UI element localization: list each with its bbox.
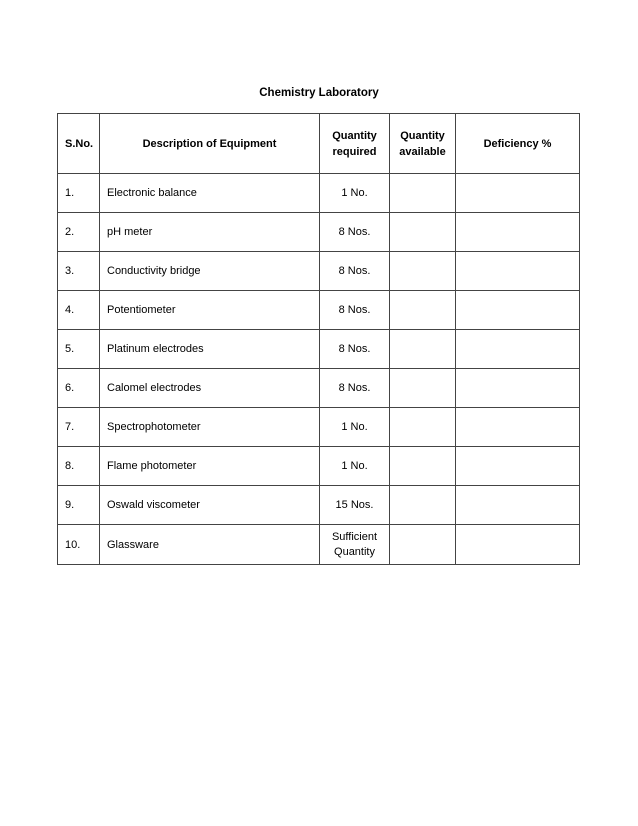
cell-qty-required: 8 Nos. — [320, 291, 390, 330]
cell-qty-required: 1 No. — [320, 174, 390, 213]
cell-deficiency — [456, 447, 580, 486]
cell-qty-available — [390, 252, 456, 291]
header-qty-available: Quantity available — [390, 114, 456, 174]
table-row — [58, 291, 580, 330]
cell-sno: 10. — [58, 525, 100, 565]
cell-sno: 8. — [58, 447, 100, 486]
cell-qty-required: Sufficient Quantity — [320, 525, 390, 565]
cell-deficiency — [456, 174, 580, 213]
cell-qty-required: 8 Nos. — [320, 369, 390, 408]
cell-description: Flame photometer — [100, 447, 320, 486]
cell-deficiency — [456, 213, 580, 252]
cell-sno: 1. — [58, 174, 100, 213]
table-row — [58, 408, 580, 447]
table-row — [58, 486, 580, 525]
cell-deficiency — [456, 252, 580, 291]
cell-qty-required: 8 Nos. — [320, 330, 390, 369]
table-row — [58, 252, 580, 291]
cell-description: pH meter — [100, 213, 320, 252]
cell-qty-available — [390, 408, 456, 447]
cell-qty-required: 15 Nos. — [320, 486, 390, 525]
cell-description: Electronic balance — [100, 174, 320, 213]
cell-qty-required: 8 Nos. — [320, 213, 390, 252]
table-row — [58, 174, 580, 213]
header-qty-required: Quantity required — [320, 114, 390, 174]
cell-qty-available — [390, 291, 456, 330]
cell-qty-required: 1 No. — [320, 408, 390, 447]
table-row — [58, 447, 580, 486]
table-row — [58, 330, 580, 369]
equipment-table — [57, 113, 580, 565]
cell-sno: 9. — [58, 486, 100, 525]
cell-deficiency — [456, 330, 580, 369]
cell-description: Potentiometer — [100, 291, 320, 330]
table-header-row — [58, 114, 580, 174]
cell-sno: 5. — [58, 330, 100, 369]
cell-qty-available — [390, 174, 456, 213]
table-row — [58, 213, 580, 252]
cell-description: Calomel electrodes — [100, 369, 320, 408]
cell-deficiency — [456, 369, 580, 408]
cell-sno: 3. — [58, 252, 100, 291]
table-row — [58, 525, 580, 565]
cell-description: Oswald viscometer — [100, 486, 320, 525]
cell-qty-available — [390, 213, 456, 252]
cell-deficiency — [456, 525, 580, 565]
cell-description: Spectrophotometer — [100, 408, 320, 447]
header-deficiency: Deficiency % — [456, 114, 580, 174]
cell-qty-required: 1 No. — [320, 447, 390, 486]
cell-description: Conductivity bridge — [100, 252, 320, 291]
cell-qty-available — [390, 330, 456, 369]
header-sno: S.No. — [58, 114, 100, 174]
cell-qty-available — [390, 486, 456, 525]
cell-deficiency — [456, 408, 580, 447]
cell-description: Platinum electrodes — [100, 330, 320, 369]
cell-sno: 4. — [58, 291, 100, 330]
cell-qty-available — [390, 447, 456, 486]
table-row — [58, 369, 580, 408]
cell-qty-required: 8 Nos. — [320, 252, 390, 291]
cell-sno: 7. — [58, 408, 100, 447]
header-description: Description of Equipment — [100, 114, 320, 174]
cell-deficiency — [456, 291, 580, 330]
cell-sno: 2. — [58, 213, 100, 252]
cell-description: Glassware — [100, 525, 320, 565]
cell-deficiency — [456, 486, 580, 525]
cell-qty-available — [390, 369, 456, 408]
page-title: Chemistry Laboratory — [259, 87, 379, 99]
cell-qty-available — [390, 525, 456, 565]
cell-sno: 6. — [58, 369, 100, 408]
